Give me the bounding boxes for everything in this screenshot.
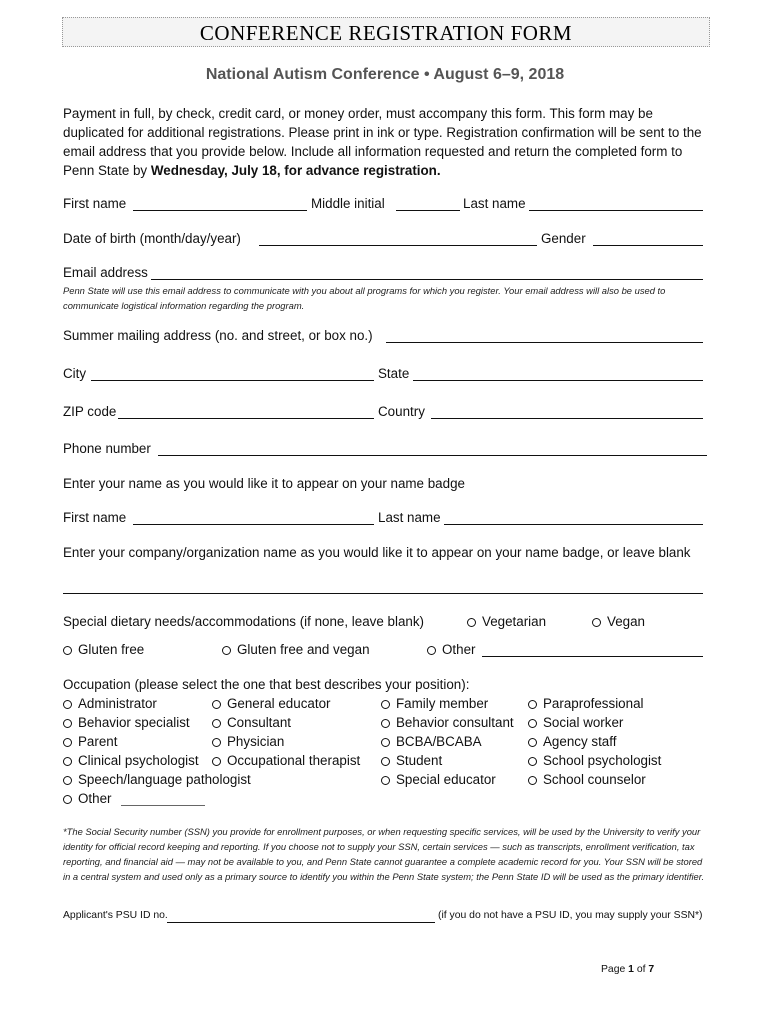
last-name-field[interactable] <box>529 210 703 211</box>
radio-icon[interactable] <box>63 795 72 804</box>
radio-icon[interactable] <box>63 700 72 709</box>
occ-general-educator-option[interactable]: General educator <box>212 696 330 712</box>
phone-label: Phone number <box>63 441 151 456</box>
mailing-address-label: Summer mailing address (no. and street, or box no.) <box>63 328 373 343</box>
gender-label: Gender <box>541 231 586 246</box>
radio-icon[interactable] <box>212 700 221 709</box>
diet-other-field[interactable] <box>482 656 703 657</box>
badge-last-name-field[interactable] <box>444 524 703 525</box>
radio-icon[interactable] <box>63 738 72 747</box>
badge-last-name-label: Last name <box>378 510 441 525</box>
radio-icon[interactable] <box>381 719 390 728</box>
country-label: Country <box>378 404 425 419</box>
occ-family-member-option[interactable]: Family member <box>381 696 488 712</box>
diet-vegan-option[interactable]: Vegan <box>592 614 645 630</box>
org-name-field[interactable] <box>63 593 703 594</box>
badge-first-name-field[interactable] <box>133 524 374 525</box>
zip-field[interactable] <box>118 418 374 419</box>
state-label: State <box>378 366 410 381</box>
occ-behavior-consultant-option[interactable]: Behavior consultant <box>381 715 514 731</box>
occ-clinical-psychologist-option[interactable]: Clinical psychologist <box>63 753 199 769</box>
middle-initial-label: Middle initial <box>311 196 385 211</box>
occ-occupational-therapist-option[interactable]: Occupational therapist <box>212 753 360 769</box>
gender-field[interactable] <box>593 245 703 246</box>
radio-icon[interactable] <box>381 776 390 785</box>
occ-agency-staff-option[interactable]: Agency staff <box>528 734 616 750</box>
diet-gluten-free-vegan-option[interactable]: Gluten free and vegan <box>222 642 370 658</box>
state-field[interactable] <box>413 380 703 381</box>
occ-consultant-option[interactable]: Consultant <box>212 715 291 731</box>
occ-social-worker-option[interactable]: Social worker <box>528 715 623 731</box>
occ-school-psychologist-option[interactable]: School psychologist <box>528 753 661 769</box>
intro-text: Payment in full, by check, credit card, or money order, must accompany this form. This form may be duplicated for additional registrations. Please print in ink or type. Registration confirmation will be sent to the email address that you provide below. Include all information requested and return the completed form to Penn State by <box>63 106 702 178</box>
first-name-field[interactable] <box>133 210 307 211</box>
badge-instruction: Enter your name as you would like it to appear on your name badge <box>63 476 465 491</box>
radio-icon[interactable] <box>222 646 231 655</box>
city-label: City <box>63 366 87 381</box>
badge-first-name-label: First name <box>63 510 127 525</box>
mailing-address-field[interactable] <box>386 342 703 343</box>
radio-icon[interactable] <box>381 700 390 709</box>
radio-icon[interactable] <box>212 738 221 747</box>
radio-icon[interactable] <box>528 719 537 728</box>
diet-vegetarian-option[interactable]: Vegetarian <box>467 614 546 630</box>
psu-id-hint: (if you do not have a PSU ID, you may supply your SSN*) <box>438 910 703 921</box>
occ-special-educator-option[interactable]: Special educator <box>381 772 496 788</box>
first-name-label: First name <box>63 196 127 211</box>
phone-field[interactable] <box>158 455 707 456</box>
radio-icon[interactable] <box>427 646 436 655</box>
radio-icon[interactable] <box>592 618 601 627</box>
diet-other-option[interactable]: Other <box>427 642 476 658</box>
radio-icon[interactable] <box>381 738 390 747</box>
occ-parent-option[interactable]: Parent <box>63 734 117 750</box>
occ-student-option[interactable]: Student <box>381 753 442 769</box>
radio-icon[interactable] <box>212 757 221 766</box>
radio-icon[interactable] <box>63 757 72 766</box>
zip-label: ZIP code <box>63 404 117 419</box>
title-bar <box>62 17 710 47</box>
org-instruction: Enter your company/organization name as you would like it to appear on your name badge, or leave blank <box>63 545 691 560</box>
psu-id-field[interactable] <box>167 922 435 923</box>
country-field[interactable] <box>431 418 703 419</box>
occ-physician-option[interactable]: Physician <box>212 734 284 750</box>
radio-icon[interactable] <box>528 738 537 747</box>
occ-other-option[interactable]: Other <box>63 791 112 807</box>
middle-initial-field[interactable] <box>396 210 460 211</box>
occ-bcba-option[interactable]: BCBA/BCABA <box>381 734 482 750</box>
form-title: CONFERENCE REGISTRATION FORM <box>199 21 573 45</box>
radio-icon[interactable] <box>528 776 537 785</box>
ssn-note: *The Social Security number (SSN) you provide for enrollment purposes, or when requesting specific services, will be used by the University to verify your identity for official record keeping and reporting. If you choose not to supply your SSN, certain services — such as transcripts, enrollment verification, tax reporting, and financial aid — may not be available to you, and Penn State cannot guarantee a complete academic record for you. Your SSN will be stored in a central system and used only as a primary source to identify you within the Penn State system; the Penn State ID will be used as the primary identifier. <box>63 826 705 882</box>
occ-paraprofessional-option[interactable]: Paraprofessional <box>528 696 644 712</box>
radio-icon[interactable] <box>381 757 390 766</box>
occ-school-counselor-option[interactable]: School counselor <box>528 772 646 788</box>
occ-speech-pathologist-option[interactable]: Speech/language pathologist <box>63 772 251 788</box>
dob-label: Date of birth (month/day/year) <box>63 231 241 246</box>
radio-icon[interactable] <box>212 719 221 728</box>
city-field[interactable] <box>91 380 374 381</box>
occ-other-field[interactable] <box>121 805 205 806</box>
radio-icon[interactable] <box>467 618 476 627</box>
dietary-label: Special dietary needs/accommodations (if none, leave blank) <box>63 614 425 629</box>
occupation-label: Occupation (please select the one that best describes your position): <box>63 677 470 692</box>
radio-icon[interactable] <box>63 646 72 655</box>
intro-paragraph <box>63 104 713 180</box>
dob-field[interactable] <box>259 245 537 246</box>
email-note: Penn State will use this email address to communicate with you about all programs for which you register. Your email address will also be used to communicate logistical information regarding the program. <box>63 285 666 311</box>
occ-behavior-specialist-option[interactable]: Behavior specialist <box>63 715 190 731</box>
radio-icon[interactable] <box>528 757 537 766</box>
psu-id-label: Applicant's PSU ID no. <box>63 910 168 921</box>
email-label: Email address <box>63 265 148 280</box>
diet-gluten-free-option[interactable]: Gluten free <box>63 642 144 658</box>
occ-administrator-option[interactable]: Administrator <box>63 696 157 712</box>
radio-icon[interactable] <box>63 776 72 785</box>
page-number: Page 1 of 7 <box>601 964 655 975</box>
email-field[interactable] <box>151 279 703 280</box>
last-name-label: Last name <box>463 196 526 211</box>
intro-deadline: Wednesday, July 18, for advance registration. <box>150 163 441 178</box>
conference-subtitle: National Autism Conference • August 6–9, 2018 <box>205 66 565 83</box>
radio-icon[interactable] <box>528 700 537 709</box>
radio-icon[interactable] <box>63 719 72 728</box>
